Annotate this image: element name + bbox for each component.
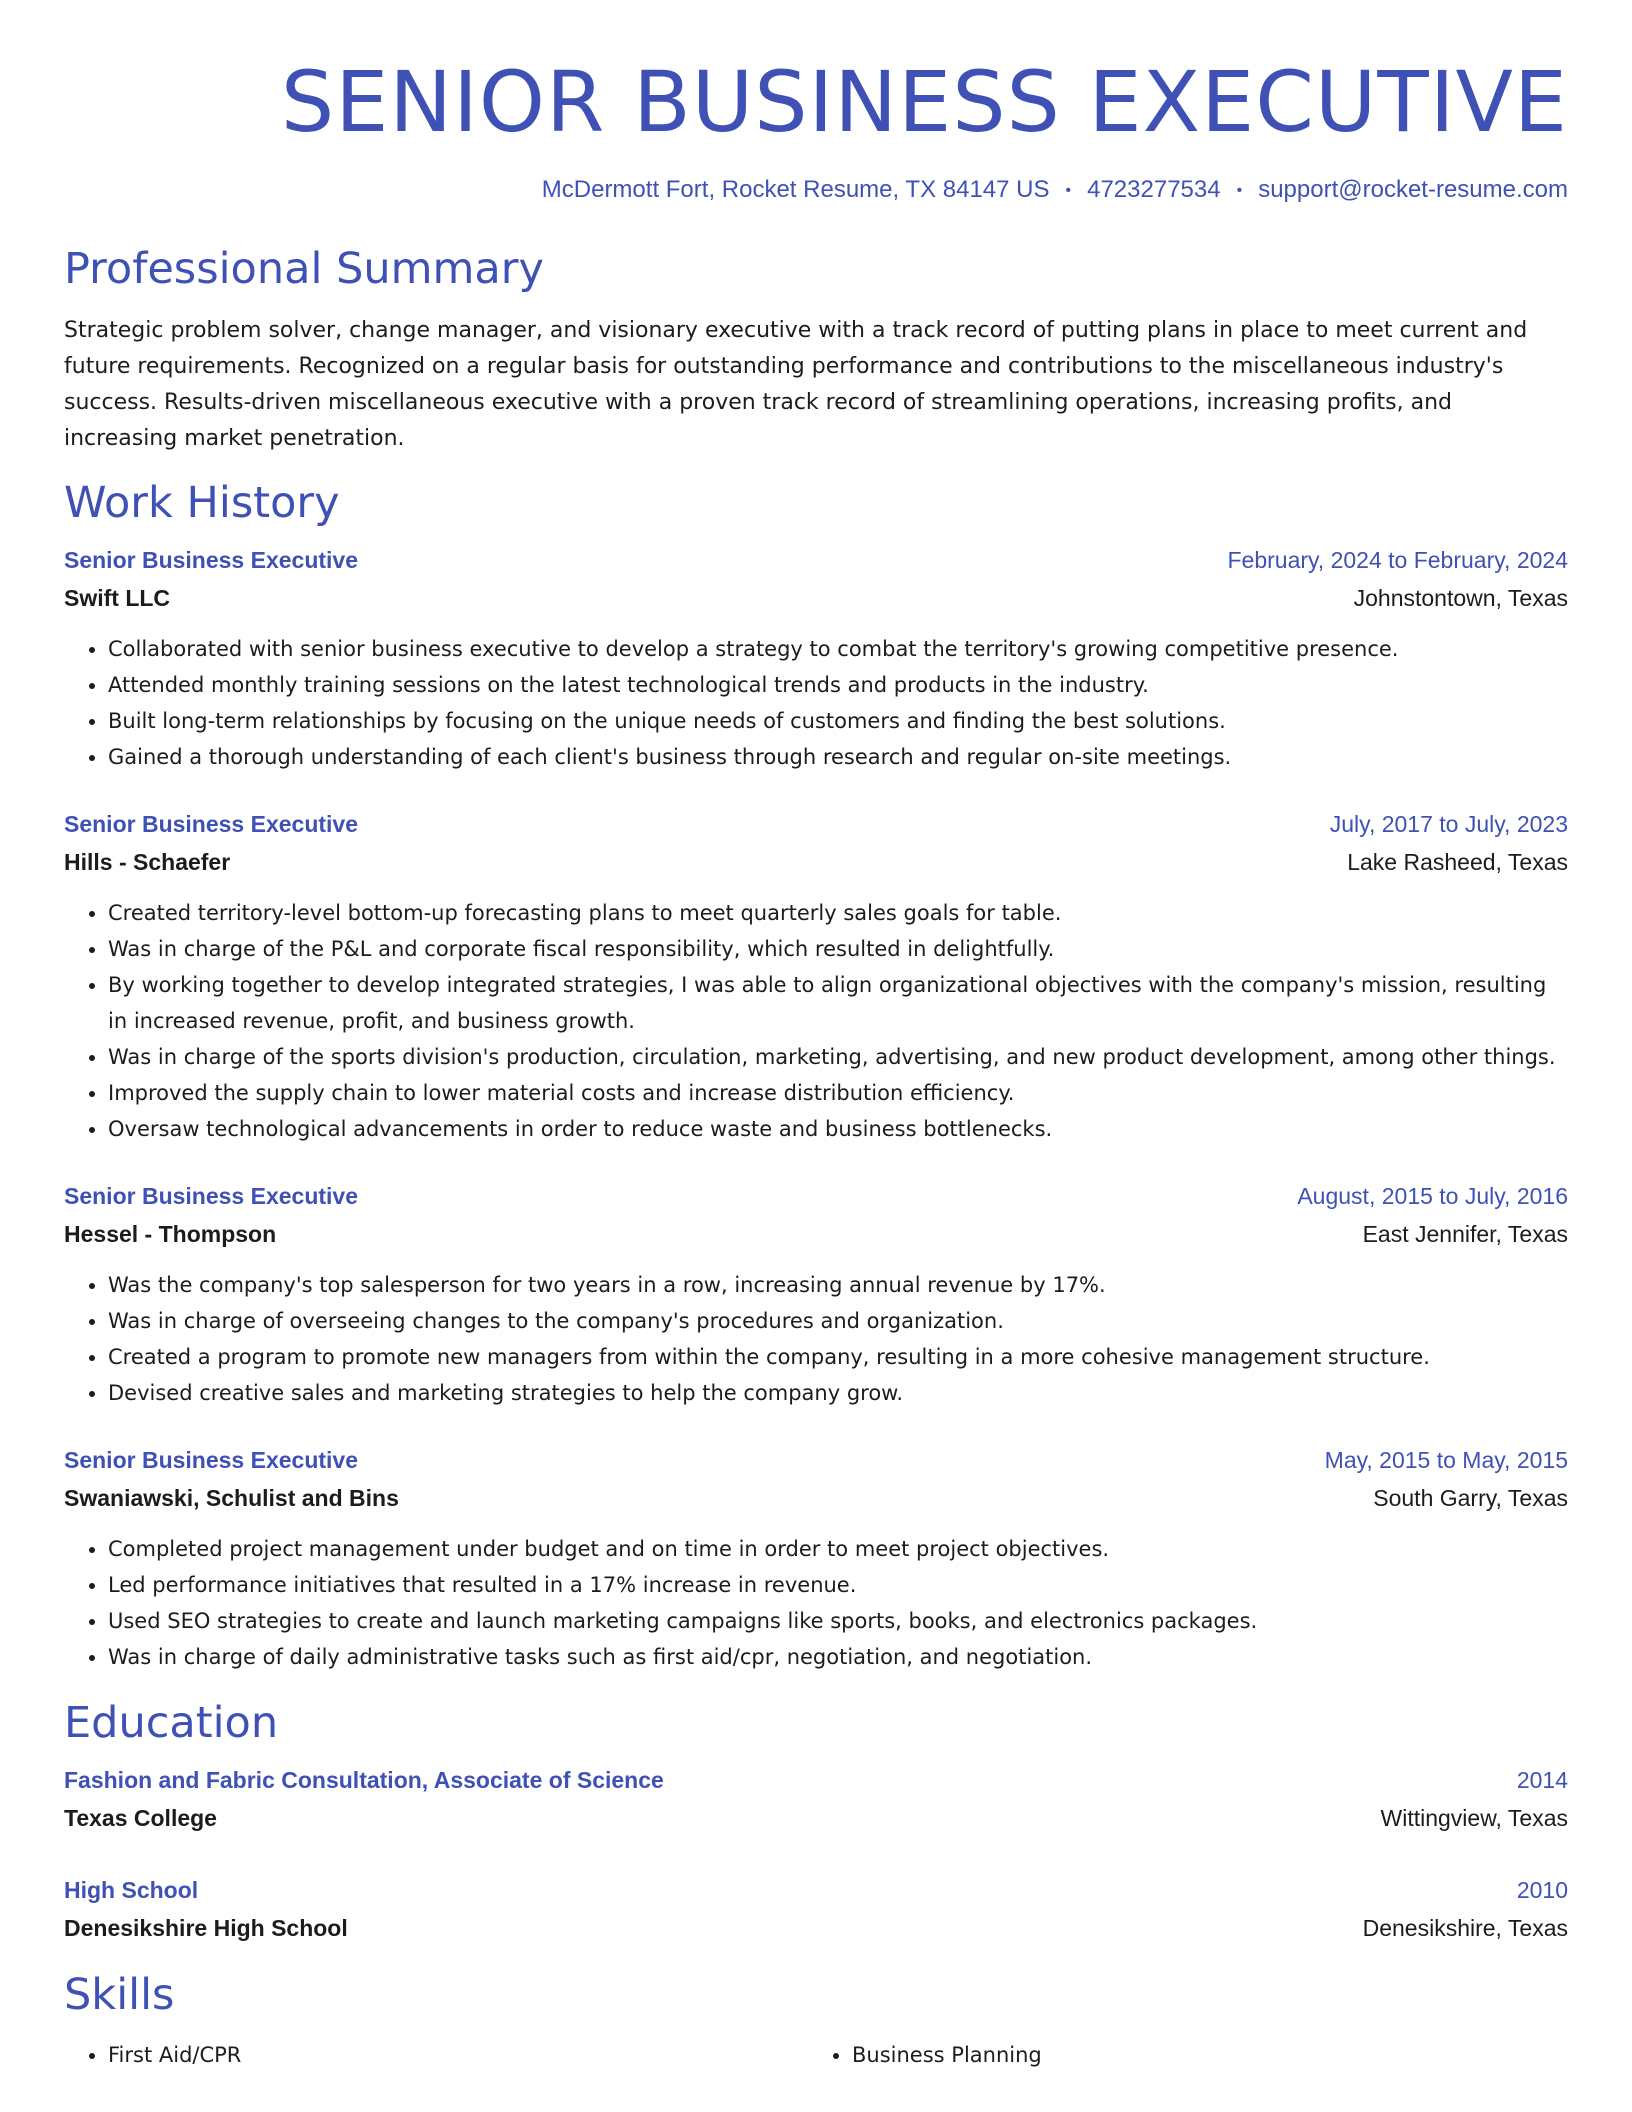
job-location: East Jennifer, Texas [1362,1220,1568,1247]
job-company: Swift LLC [64,584,171,611]
job-bullet: • Created territory-level bottom-up forecasting plans to meet quarterly sales goals for table. [108,895,1568,931]
skills-section [64,1967,1568,2073]
job-company: Hessel - Thompson [64,1220,277,1247]
skills-column-right [808,2037,1552,2073]
job-bullet: • Was in charge of the P&L and corporate fiscal responsibility, which resulted in delightfully. [108,931,1568,967]
job-title: Senior Business Executive [64,1182,359,1209]
job-company: Swaniawski, Schulist and Bins [64,1484,399,1511]
education-location: Denesikshire, Texas [1362,1914,1568,1941]
job-title: Senior Business Executive [64,810,359,837]
education-year: 2010 [1516,1876,1568,1903]
resume-name: SENIOR BUSINESS EXECUTIVE [280,53,1568,151]
contact-phone[interactable]: 4723277534 [1087,176,1221,203]
job-bullet: • Led performance initiatives that resulted in a 17% increase in revenue. [108,1567,1568,1603]
contact-separator: • [1236,181,1243,199]
education-section [64,1695,1568,1947]
education-school: Texas College [64,1804,217,1831]
job-dates: August, 2015 to July, 2016 [1297,1182,1568,1209]
job-bullets [64,1267,1568,1411]
work-history-heading: Work History [64,477,340,528]
skills-grid [64,2037,1568,2073]
skills-heading: Skills [64,1969,175,2020]
job-bullet: • Improved the supply chain to lower material costs and increase distribution efficiency. [108,1075,1568,1111]
skills-column-left [64,2037,808,2073]
job-bullet: • Was in charge of overseeing changes to the company's procedures and organization. [108,1303,1568,1339]
summary-text: Strategic problem solver, change manager, and visionary executive with a track record of putting plans in place to meet current and future requirements. Recognized on a regular basis for outstanding performance and contributions to the miscellaneous industry's success. Results-driven miscellaneous executive with a proven track record of streamlining operations, increasing profits, and increasing market penetration. [64,317,1528,451]
job-bullets [64,631,1568,775]
job-entry [64,1441,1568,1675]
job-location: Johnstontown, Texas [1353,584,1568,611]
job-bullet: • Used SEO strategies to create and launch marketing campaigns like sports, books, and electronics packages. [108,1603,1568,1639]
contact-address: McDermott Fort, Rocket Resume, TX 84147 US [541,176,1050,203]
job-bullets [64,895,1568,1147]
summary-heading: Professional Summary [64,243,544,294]
job-bullet: • Built long-term relationships by focusing on the unique needs of customers and finding the best solutions. [108,703,1568,739]
job-dates: February, 2024 to February, 2024 [1227,546,1568,573]
job-bullet: • Was in charge of daily administrative tasks such as first aid/cpr, negotiation, and negotiation. [108,1639,1568,1675]
job-bullet: • Oversaw technological advancements in order to reduce waste and business bottlenecks. [108,1111,1568,1147]
job-company: Hills - Schaefer [64,848,231,875]
education-year: 2014 [1516,1766,1568,1793]
job-bullet: • Was the company's top salesperson for two years in a row, increasing annual revenue by 17%. [108,1267,1568,1303]
job-location: South Garry, Texas [1373,1484,1568,1511]
job-bullet: • By working together to develop integrated strategies, I was able to align organizational objectives with the company's mission, resulting in increased revenue, profit, and business growth. [108,967,1568,1039]
job-bullet: • Collaborated with senior business executive to develop a strategy to combat the territory's growing competitive presence. [108,631,1568,667]
skill-item: • Business Planning [852,2037,1552,2073]
job-title: Senior Business Executive [64,1446,359,1473]
job-location: Lake Rasheed, Texas [1347,848,1568,875]
job-dates: May, 2015 to May, 2015 [1324,1446,1568,1473]
job-entry [64,1177,1568,1411]
education-entry [64,1871,1568,1947]
job-bullet: • Completed project management under budget and on time in order to meet project objectives. [108,1531,1568,1567]
job-bullet: • Created a program to promote new managers from within the company, resulting in a more cohesive management structure. [108,1339,1568,1375]
job-bullet: • Gained a thorough understanding of each client's business through research and regular on-site meetings. [108,739,1568,775]
job-entry [64,541,1568,775]
job-entry [64,805,1568,1147]
resume-page [64,0,1568,2073]
education-entry [64,1761,1568,1837]
education-degree: Fashion and Fabric Consultation, Associate of Science [64,1766,664,1793]
education-school: Denesikshire High School [64,1914,348,1941]
job-dates: July, 2017 to July, 2023 [1329,810,1568,837]
job-bullet: • Attended monthly training sessions on the latest technological trends and products in the industry. [108,667,1568,703]
education-location: Wittingview, Texas [1380,1804,1568,1831]
education-degree: High School [64,1876,199,1903]
job-title: Senior Business Executive [64,546,359,573]
job-bullets [64,1531,1568,1675]
education-heading: Education [64,1697,279,1748]
contact-line [64,174,1568,207]
contact-email[interactable]: support@rocket-resume.com [1258,176,1568,203]
summary-section [64,241,1568,457]
job-bullet: • Devised creative sales and marketing strategies to help the company grow. [108,1375,1568,1411]
contact-separator: • [1065,181,1072,199]
job-bullet: • Was in charge of the sports division's production, circulation, marketing, advertising, and new product development, among other things. [108,1039,1568,1075]
work-history-section [64,475,1568,1675]
skill-item: • First Aid/CPR [108,2037,808,2073]
